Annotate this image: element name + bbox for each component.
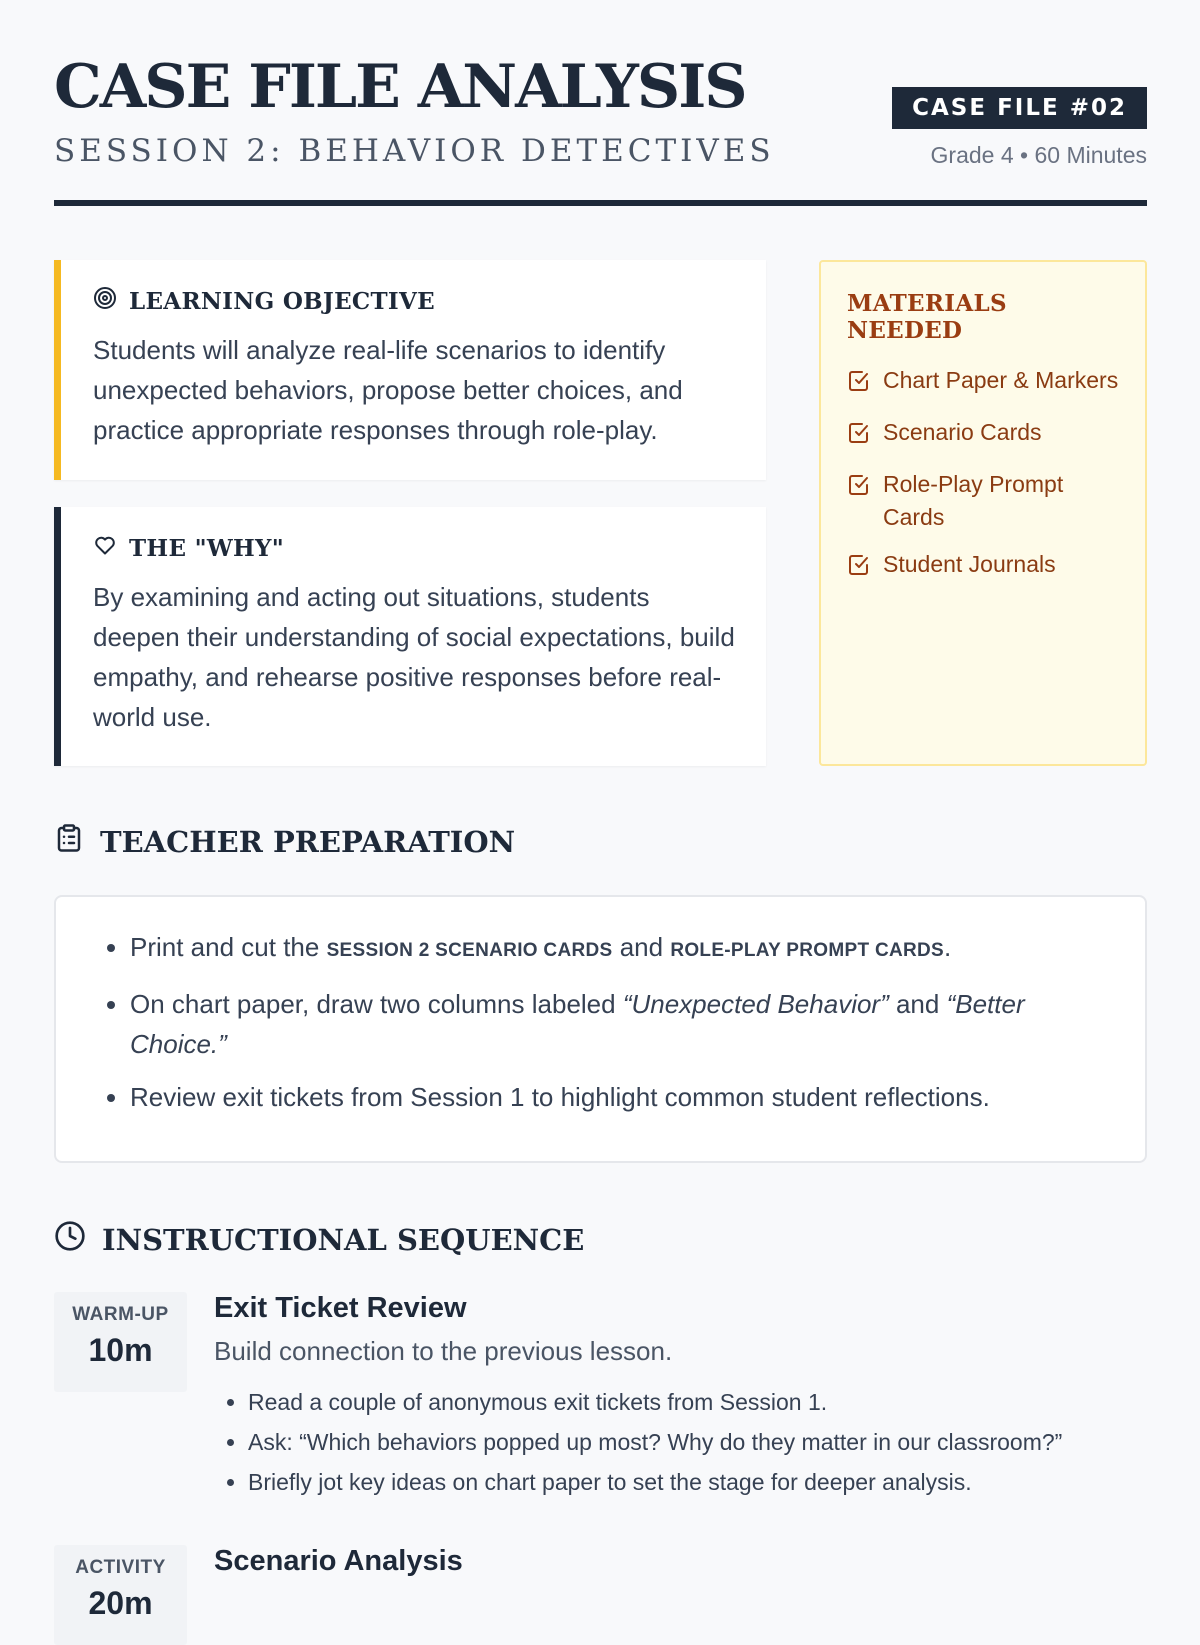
checkbox-icon [847, 548, 871, 586]
step-bullets [214, 1382, 1147, 1502]
prep-text: and [612, 932, 671, 962]
page-title: CASE FILE ANALYSIS [54, 52, 746, 122]
checkbox-icon [847, 364, 871, 402]
step-title: Exit Ticket Review [214, 1292, 467, 1324]
page-header [54, 0, 1147, 206]
step-phase-label: WARM-UP [72, 1304, 169, 1325]
why-heading [93, 533, 736, 563]
material-label: Role-Play Prompt Cards [883, 471, 1064, 530]
list-item [130, 927, 1105, 971]
why-label: THE "WHY" [129, 534, 285, 562]
preparation-list [130, 927, 1105, 1117]
step-title: Scenario Analysis [214, 1545, 463, 1577]
grade-duration-meta: Grade 4 • 60 Minutes [930, 142, 1147, 168]
prep-text: Print and cut the [130, 932, 327, 962]
list-item [847, 548, 1119, 586]
time-box [54, 1545, 187, 1645]
step-duration: 10m [88, 1332, 153, 1368]
instructional-sequence-heading [54, 1220, 584, 1259]
material-label: Student Journals [883, 551, 1056, 577]
step-duration: 20m [88, 1585, 153, 1621]
list-item [130, 984, 1105, 1064]
learning-objective-label: LEARNING OBJECTIVE [129, 287, 435, 315]
step-body [214, 1543, 1147, 1579]
target-icon [93, 286, 117, 316]
time-box [54, 1292, 187, 1392]
heart-icon [93, 533, 117, 563]
why-text: By examining and acting out situations, students deepen their understanding of social expectations, build empathy, and rehearse positive responses before real-world use. [93, 582, 735, 732]
materials-heading: MATERIALS NEEDED [847, 290, 1007, 344]
step-subtitle: Build connection to the previous lesson. [214, 1336, 673, 1366]
lesson-plan-page [54, 0, 1147, 1621]
prep-text: On chart paper, draw two columns labeled [130, 989, 623, 1019]
scenario-cards-ref: SESSION 2 SCENARIO CARDS [326, 940, 613, 961]
role-play-cards-ref: ROLE-PLAY PROMPT CARDS [670, 940, 944, 961]
list-item: • Read a couple of anonymous exit tickets from Session 1. [248, 1382, 1147, 1422]
materials-card [819, 260, 1147, 766]
why-card [54, 507, 766, 766]
material-label: Chart Paper & Markers [883, 367, 1119, 393]
clock-icon [54, 1220, 86, 1259]
list-item: • Review exit tickets from Session 1 to highlight common student reflections. [130, 1077, 1105, 1117]
instructional-sequence-label: INSTRUCTIONAL SEQUENCE [102, 1222, 585, 1257]
checkbox-icon [847, 468, 871, 506]
page-subtitle: SESSION 2: BEHAVIOR DETECTIVES [54, 133, 775, 169]
list-item [847, 416, 1119, 454]
learning-objective-heading [93, 286, 736, 316]
learning-objective-card [54, 260, 766, 480]
teacher-preparation-heading [54, 823, 515, 860]
learning-objective-text: Students will analyze real-life scenarios to identify unexpected behaviors, propose better choices, and practice appropriate responses through role-play. [93, 335, 683, 445]
materials-list [847, 364, 1119, 586]
step-body [214, 1290, 1147, 1502]
clipboard-icon [54, 823, 84, 860]
column-label-quote: “Unexpected Behavior” [622, 989, 889, 1019]
teacher-preparation-card [54, 895, 1147, 1163]
list-item: • Briefly jot key ideas on chart paper to set the stage for deeper analysis. [248, 1462, 1147, 1502]
step-phase-label: ACTIVITY [75, 1557, 166, 1578]
column-label-quote: “Better Choice.” [130, 989, 1025, 1059]
checkbox-icon [847, 416, 871, 454]
list-item: • Ask: “Which behaviors popped up most? Why do they matter in our classroom?” [248, 1422, 1147, 1462]
prep-text: and [888, 989, 947, 1019]
material-label: Scenario Cards [883, 419, 1042, 445]
list-item [847, 364, 1119, 402]
prep-text: . [944, 932, 952, 962]
case-file-badge: CASE FILE #02 [892, 87, 1147, 129]
list-item [847, 468, 1119, 534]
teacher-preparation-label: TEACHER PREPARATION [100, 824, 516, 859]
